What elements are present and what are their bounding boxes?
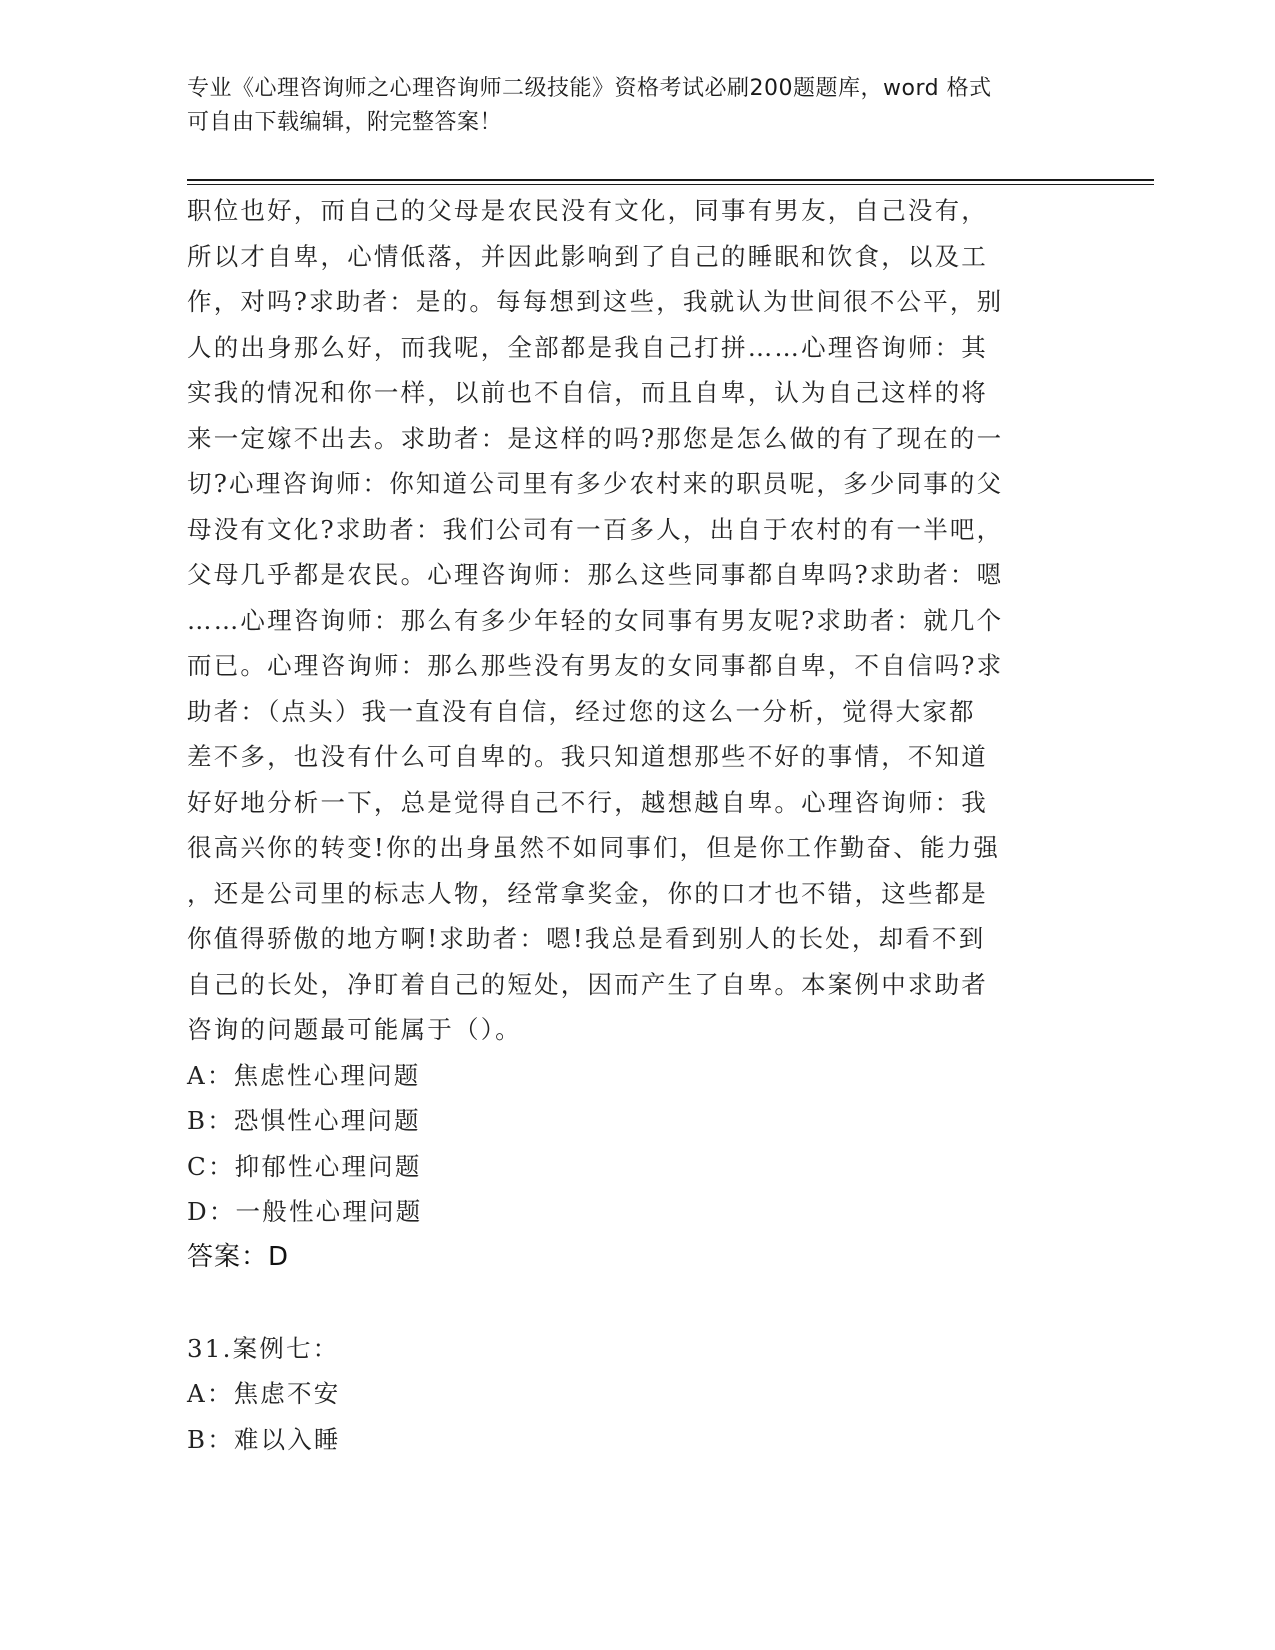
passage-line: 母没有文化?求助者：我们公司有一百多人，出自于农村的有一半吧， (187, 514, 1004, 544)
blank-spacer (187, 1280, 1087, 1326)
answer-line: 答案：D (187, 1241, 290, 1272)
option-a: A：焦虑性心理问题 (187, 1060, 421, 1090)
document-header (187, 72, 1067, 140)
option-b: B：恐惧性心理问题 (187, 1106, 421, 1135)
passage-line: 咨询的问题最可能属于（）。 (187, 1015, 522, 1044)
passage-line: 人的出身那么好，而我呢，全部都是我自己打拼……心理咨询师：其 (187, 332, 988, 362)
passage-line: 你值得骄傲的地方啊!求助者：嗯!我总是看到别人的长处，却看不到 (187, 924, 986, 953)
header-rule-thick (187, 179, 1154, 181)
passage-line: ，还是公司里的标志人物，经常拿奖金，你的口才也不错，这些都是 (187, 878, 988, 908)
passage-line: 来一定嫁不出去。求助者：是这样的吗?那您是怎么做的有了现在的一 (187, 423, 1004, 453)
header-rule-thin (187, 184, 1154, 185)
passage-line: 父母几乎都是农民。心理咨询师：那么这些同事都自卑吗?求助者：嗯 (187, 560, 1004, 589)
question-30-options (187, 1053, 1087, 1235)
passage-line: 很高兴你的转变!你的出身虽然不如同事们，但是你工作勤奋、能力强 (187, 833, 1001, 862)
passage-line: 而已。心理咨询师：那么那些没有男友的女同事都自卑，不自信吗?求 (187, 651, 1004, 680)
option-d: D：一般性心理问题 (187, 1197, 423, 1226)
document-body (187, 188, 1087, 1462)
option-c: C：抑郁性心理问题 (187, 1151, 422, 1181)
question-title: 31.案例七： (187, 1333, 340, 1363)
question-31 (187, 1326, 1087, 1463)
passage-line: 切?心理咨询师：你知道公司里有多少农村来的职员呢，多少同事的父 (187, 469, 1004, 498)
passage-line: 好好地分析一下，总是觉得自己不行，越想越自卑。心理咨询师：我 (187, 787, 988, 817)
header-line-1: 专业《心理咨询师之心理咨询师二级技能》资格考试必刷200题题库，word 格式 (187, 76, 992, 101)
header-line-2: 可自由下载编辑，附完整答案！ (187, 110, 503, 135)
passage-line: 所以才自卑，心情低落，并因此影响到了自己的睡眠和饮食，以及工 (187, 241, 988, 271)
passage-line: 作，对吗?求助者：是的。每每想到这些，我就认为世间很不公平，别 (187, 287, 1004, 316)
passage-line: 职位也好，而自己的父母是农民没有文化，同事有男友，自己没有， (187, 196, 988, 225)
passage-line: 实我的情况和你一样，以前也不自信，而且自卑，认为自己这样的将 (187, 378, 988, 407)
passage-line: 助者：（点头）我一直没有自信，经过您的这么一分析，觉得大家都 (187, 696, 976, 726)
passage-line: 差不多，也没有什么可自卑的。我只知道想那些不好的事情，不知道 (187, 742, 988, 771)
option-b: B：难以入睡 (187, 1424, 341, 1454)
case-passage (187, 188, 1087, 1053)
option-a: A：焦虑不安 (187, 1379, 341, 1408)
passage-line: 自己的长处，净盯着自己的短处，因而产生了自卑。本案例中求助者 (187, 969, 988, 999)
passage-line: ……心理咨询师：那么有多少年轻的女同事有男友呢?求助者：就几个 (187, 605, 1004, 635)
